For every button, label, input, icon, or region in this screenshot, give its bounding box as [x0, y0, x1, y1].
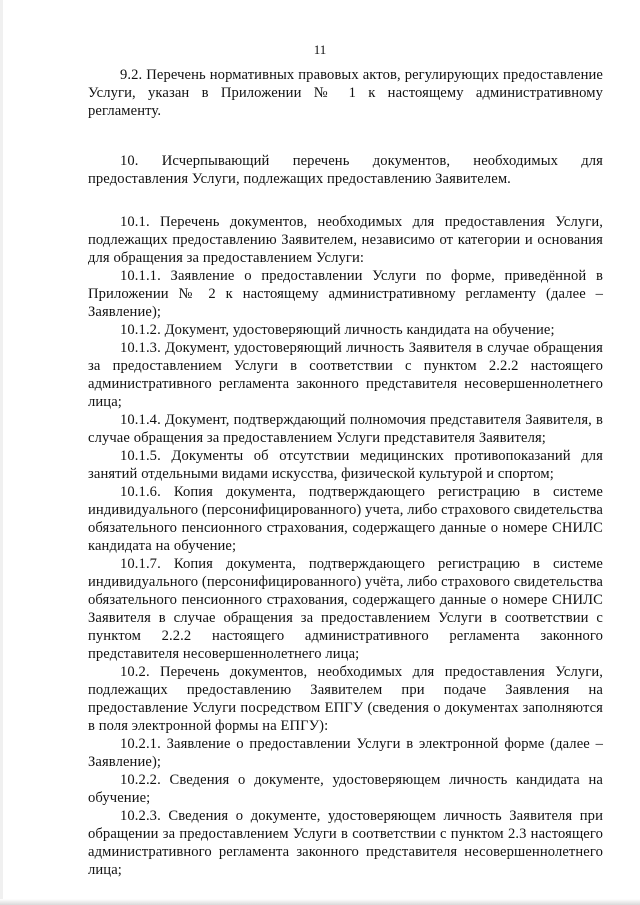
paragraph-10-1-7: 10.1.7. Копия документа, подтверждающего регистрацию в системе индивидуального (персонифицированного) учёта, либо страхового свидетельства обязательного пенсионного страхования, содержащего данные о номере СНИЛС Заявителя в случае обращения за предоставлением Услуги в соответствии с пунктом 2.2.2 настоящего административного регламента законного представителя несовершеннолетнего лица; [88, 556, 603, 662]
paragraph-10-1-1: 10.1.1. Заявление о предоставлении Услуги по форме, приведённой в Приложении № 2 к настоящему административному регламенту (далее – Заявление); [88, 268, 603, 320]
paragraph-10-1-5: 10.1.5. Документы об отсутствии медицинских противопоказаний для занятий отдельными видами искусства, физической культурой и спортом; [88, 448, 603, 482]
paragraph-10-1-4: 10.1.4. Документ, подтверждающий полномочия представителя Заявителя, в случае обращения за предоставлением Услуги представителя Заявителя; [88, 412, 603, 446]
paragraph-10-1: 10.1. Перечень документов, необходимых для предоставления Услуги, подлежащих предоставлению Заявителем, независимо от категории и основания для обращения за предоставлением Услуги: [88, 214, 603, 266]
paragraph-10-2: 10.2. Перечень документов, необходимых для предоставления Услуги, подлежащих предоставлению Заявителем при подаче Заявления на предоставление Услуги посредством ЕПГУ (сведения о документах заполняются в поля электронной формы на ЕПГУ): [88, 664, 603, 734]
page-left-edge [0, 0, 3, 905]
paragraph-10-1-6: 10.1.6. Копия документа, подтверждающего регистрацию в системе индивидуального (персонифицированного) учета, либо страхового свидетельства обязательного пенсионного страхования, содержащего данные о номере СНИЛС кандидата на обучение; [88, 484, 603, 554]
page-bottom-edge [0, 899, 640, 905]
paragraph-10-2-2: 10.2.2. Сведения о документе, удостоверяющем личность кандидата на обучение; [88, 772, 603, 806]
page-number: 11 [313, 42, 327, 57]
paragraph-10-2-3: 10.2.3. Сведения о документе, удостоверяющем личность Заявителя при обращении за предоставлением Услуги в соответствии с пунктом 2.3 настоящего административного регламента законного представителя несовершеннолетнего лица; [88, 808, 603, 878]
document-body [88, 66, 603, 879]
paragraph-9-2: 9.2. Перечень нормативных правовых актов, регулирующих предоставление Услуги, указан в Приложении № 1 к настоящему административному регламенту. [88, 67, 603, 119]
paragraph-10-1-3: 10.1.3. Документ, удостоверяющий личность Заявителя в случае обращения за предоставлением Услуги в соответствии с пунктом 2.2.2 настоящего административного регламента законного представителя несовершеннолетнего лица; [88, 340, 603, 410]
paragraph-10-1-2: 10.1.2. Документ, удостоверяющий личность кандидата на обучение; [120, 322, 555, 338]
paragraph-10-2-1: 10.2.1. Заявление о предоставлении Услуги в электронной форме (далее – Заявление); [88, 736, 603, 770]
paragraph-10-heading: 10. Исчерпывающий перечень документов, необходимых для предоставления Услуги, подлежащих предоставлению Заявителем. [88, 153, 603, 187]
